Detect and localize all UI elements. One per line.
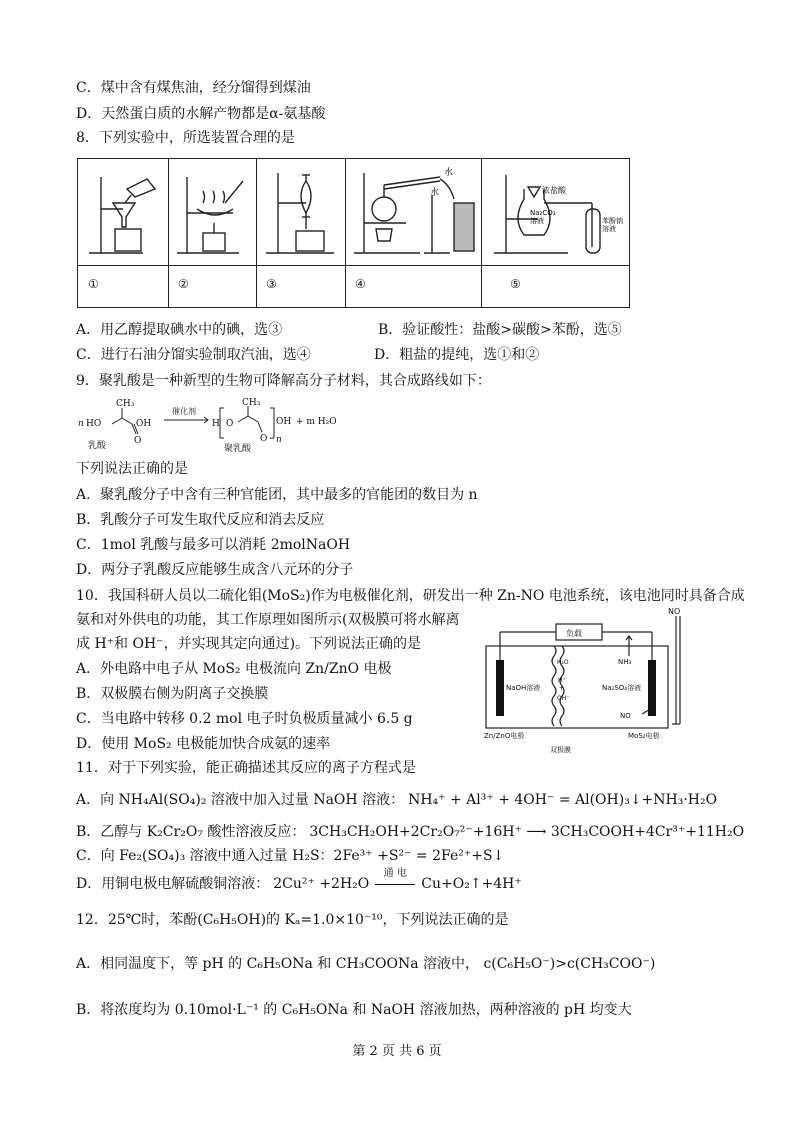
page-footer: 第 2 页 共 6 页 [352, 1044, 442, 1059]
q8-option-a: A．用乙醇提取碘水中的碘，选③ [76, 322, 283, 338]
q8-label-3: ③ [266, 277, 277, 291]
q11-option-d [76, 868, 522, 894]
separatory-funnel-icon [262, 165, 342, 261]
q8-label-2: ② [178, 277, 189, 291]
svg-text:H: H [212, 419, 220, 429]
phenoxide-label: 苯酚钠 [602, 217, 623, 225]
na2co3-solution-label: 溶液 [530, 217, 544, 225]
lactic-acid-name: 乳酸 [88, 441, 107, 451]
q9-stem: 9．聚乳酸是一种新型的生物可降解高分子材料，其合成路线如下： [76, 373, 491, 389]
q11-b-text: B．乙醇与 K₂Cr₂O₇ 酸性溶液反应： [76, 824, 306, 840]
q8-label-5: ⑤ [510, 277, 521, 291]
phenoxide-solution-label: 溶液 [602, 225, 616, 233]
no-reactant-label: NO [620, 712, 631, 720]
q8-apparatus-table [77, 158, 630, 308]
electrolysis-arrow [373, 868, 417, 894]
q8-option-c: C．进行石油分馏实验制取汽油，选④ [76, 347, 311, 363]
q8-label-4: ④ [355, 277, 366, 291]
q11-a-text: A．向 NH₄Al(SO₄)₂ 溶液中加入过量 NaOH 溶液： [76, 792, 405, 808]
polylactic-acid-reaction-diagram [78, 396, 338, 454]
q11-b-equation: 3CH₃CH₂OH+2Cr₂O₇²⁻+16H⁺ ⟶ 3CH₃COOH+4Cr³⁺+11H₂O [309, 824, 745, 840]
q10-option-a: A．外电路中电子从 MoS₂ 电极流向 Zn/ZnO 电极 [76, 661, 392, 677]
q12-stem: 12．25℃时，苯酚(C₆H₅OH)的 Kₐ=1.0×10⁻¹⁰，下列说法正确的是 [76, 912, 509, 928]
evaporation-apparatus-icon [173, 167, 255, 259]
svg-text:OH: OH [136, 419, 152, 429]
q10-option-d: D．使用 MoS₂ 电极能加快合成氨的速率 [76, 736, 331, 752]
q8-option-d: D．粗盐的提纯，选①和② [374, 347, 540, 363]
no-input-label: NO [668, 607, 681, 616]
membrane-plus: + [559, 685, 565, 692]
q10-stem-line2: 氨和对外供电的功能，其工作原理如图所示(双极膜可将水解离 [76, 612, 460, 628]
q9-prompt: 下列说法正确的是 [76, 461, 188, 477]
q10-stem-line1: 10．我国科研人员以二硫化钼(MoS₂)作为电极催化剂，研发出一种 Zn-NO 电池系统，该电池同时具备合成 [76, 588, 745, 604]
q9-option-a: A．聚乳酸分子中含有三种官能团，其中最多的官能团的数目为 n [76, 487, 478, 503]
q12-option-b: B．将浓度均为 0.10mol·L⁻¹ 的 C₆H₅ONa 和 NaOH 溶液加热，两种溶液的 pH 均变大 [76, 1002, 632, 1018]
membrane-h-plus: H⁺ [558, 677, 566, 684]
q11-option-a [76, 790, 717, 810]
load-label: 负载 [566, 629, 582, 638]
q11-d-text: D．用铜电极电解硫酸铜溶液： [76, 876, 270, 892]
polylactic-acid-name: 聚乳酸 [224, 444, 252, 454]
q11-option-c: C．向 Fe₂(SO₄)₃ 溶液中通入过量 H₂S：2Fe³⁺ +S²⁻ = 2Fe²⁺+S↓ [76, 848, 505, 864]
svg-text:OH: OH [276, 417, 292, 427]
electrolysis-condition: 通 电 [383, 868, 407, 879]
polymer-subscript: n [276, 435, 282, 445]
filtration-apparatus-icon [83, 167, 165, 259]
q9-option-d: D．两分子乳酸反应能够生成含八元环的分子 [76, 562, 354, 578]
svg-text:O: O [260, 434, 268, 444]
svg-text:CH₃: CH₃ [242, 398, 261, 408]
q11-a-equation: NH₄⁺ + Al³⁺ + 4OH⁻ = Al(OH)₃↓+NH₃·H₂O [408, 792, 718, 808]
reactant-coefficient: n [78, 419, 84, 429]
q12-option-a: A．相同温度下，等 pH 的 C₆H₅ONa 和 CH₃COONa 溶液中， c(C₆H₅O⁻)>c(CH₃COO⁻) [76, 956, 656, 972]
na2co3-label: Na₂CO₃ [530, 209, 556, 217]
q10-option-c: C．当电路中转移 0.2 mol 电子时负极质量减小 6.5 g [76, 711, 413, 727]
zn-no-battery-diagram [480, 606, 700, 760]
q8-label-1: ① [88, 277, 99, 291]
mos2-electrode-label: MoS₂电极 [628, 732, 660, 740]
acid-strength-apparatus-icon [488, 165, 626, 261]
q10-option-b: B．双极膜右侧为阴离子交换膜 [76, 686, 269, 702]
conc-hcl-label: 浓盐酸 [542, 186, 566, 195]
svg-text:CH₃: CH₃ [116, 399, 135, 409]
membrane-h2o: H₂O [557, 659, 569, 666]
q11-d-eq-right: Cu+O₂↑+4H⁺ [421, 876, 522, 892]
membrane-oh-minus: OH⁻ [557, 695, 570, 702]
q11-option-b [76, 822, 744, 842]
q11-stem: 11．对于下列实验，能正确描述其反应的离子方程式是 [76, 760, 416, 776]
q9-option-c: C．1mol 乳酸与最多可以消耗 2molNaOH [76, 537, 351, 553]
zn-electrode-label: Zn/ZnO电极 [484, 732, 525, 740]
svg-text:O: O [134, 436, 142, 446]
q11-d-eq-left: 2Cu²⁺ +2H₂O [273, 876, 370, 892]
q7-option-c: C．煤中含有煤焦油，经分馏得到煤油 [76, 80, 311, 96]
condenser-water-label-1: 水 [444, 168, 454, 178]
bipolar-membrane-label: 双极膜 [550, 746, 571, 754]
q7-option-d: D．天然蛋白质的水解产物都是α-氨基酸 [76, 106, 326, 122]
nh3-label: NH₃ [618, 658, 632, 666]
water-byproduct: + m H₂O [296, 417, 337, 427]
q8-stem: 8．下列实验中，所选装置合理的是 [76, 130, 295, 146]
q10-stem-line3: 成 H⁺和 OH⁻，并实现其定向通过)。下列说法正确的是 [76, 636, 422, 652]
naoh-solution-label: NaOH溶液 [506, 684, 541, 692]
na2so4-solution-label: Na₂SO₄溶液 [602, 684, 642, 692]
catalyst-label: 催化剂 [172, 407, 196, 416]
distillation-apparatus-icon [350, 165, 480, 261]
condenser-water-label-2: 水 [430, 188, 440, 198]
q8-option-b: B．验证酸性：盐酸>碳酸>苯酚，选⑤ [378, 322, 622, 338]
svg-text:O: O [226, 419, 234, 429]
q9-option-b: B．乳酸分子可发生取代反应和消去反应 [76, 512, 325, 528]
svg-text:HO: HO [86, 419, 102, 429]
